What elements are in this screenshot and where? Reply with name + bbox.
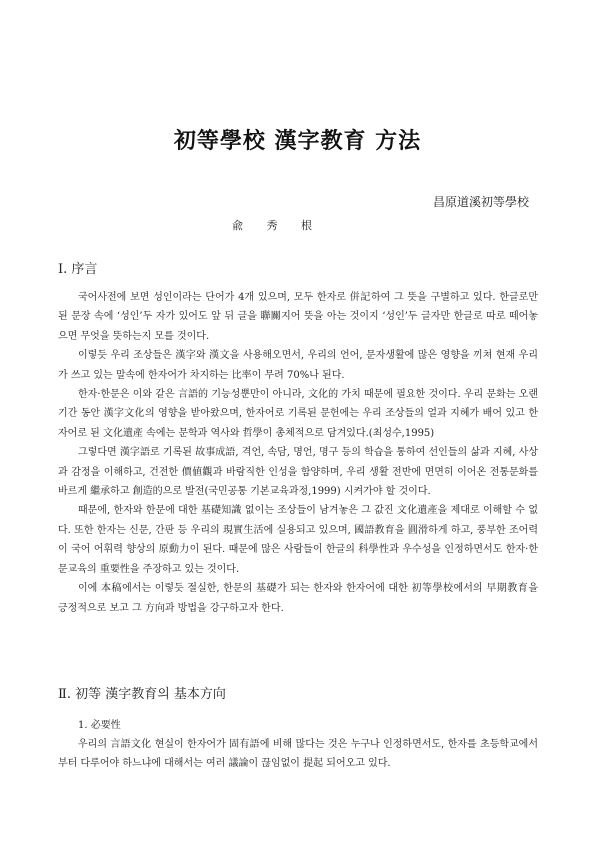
section-body-introduction (58, 288, 538, 618)
section-heading-introduction: Ⅰ. 序言 (58, 262, 98, 277)
paragraph: 국어사전에 보면 성인이라는 단어가 4개 있으며, 모두 한자로 併記하여 그 뜻을 구별하고 있다. 한글로만 된 문장 속에 ‘성인’두 자가 있어도 앞 뒤 글을 聯關지어 뜻을 아는 것이지 ‘성인’두 글자만 한글로 따로 떼어놓으면 무엇을 뜻하는지 모를 것이다. (58, 292, 538, 342)
paper-title: 初等學校 漢字教育 方法 (173, 128, 422, 154)
paragraph: 우리의 言語文化 현실이 한자어가 固有語에 비해 많다는 것은 누구나 인정하면서도, 한자를 초등학교에서부터 다루어야 하느냐에 대해서는 여러 議論이 끊임없이 提起 되어오고 있다. (58, 739, 538, 770)
paragraph: 이에 本稿에서는 이렇듯 절실한, 한문의 基礎가 되는 한자와 한자어에 대한 初等學校에서의 早期教育을 긍정적으로 보고 그 方向과 방법을 강구하고자 한다. (58, 583, 538, 614)
author-affiliation: 昌原道溪初等學校 (432, 195, 529, 209)
paragraph: 그렇다면 漢字語로 기록된 故事成語, 격언, 속담, 명언, 명구 등의 학습을 통하여 선인들의 삶과 지혜, 사상과 감정을 이해하고, 건전한 價値觀과 바람직한 인성을 함양하며, 우리 생활 전반에 면면히 이어온 전통문화를 바르게 繼承하고 創造的으로 발전(국민공통 기본교육과정,1999) 시켜가야 할 것이다. (58, 447, 538, 498)
section-heading-basic-direction: Ⅱ. 初等 漢字教育의 基本方向 (58, 687, 226, 702)
section-body-necessity (58, 735, 538, 774)
paragraph: 때문에, 한자와 한문에 대한 基礎知識 없이는 조상들이 남겨놓은 그 값진 文化遺產을 제대로 이해할 수 없다. 또한 한자는 신문, 간판 등 우리의 現實生活에 실용되고 있으며, 國語教育을 圓滑하게 하고, 풍부한 조어력이 국어 어휘력 향상의 原動力이 된다. 때문에 많은 사람들이 한글의 科學性과 우수성을 인정하면서도 한자·한문교육의 重要性을 주장하고 있는 것이다. (58, 505, 538, 575)
author-name: 兪 秀 根 (232, 219, 322, 232)
paragraph: 이렇듯 우리 조상들은 漢字와 漢文을 사용해오면서, 우리의 언어, 문자생활에 많은 영향을 끼쳐 현재 우리가 쓰고 있는 말속에 한자어가 차지하는 比率이 무려 70%나 된다. (58, 350, 538, 381)
paragraph: 한자·한문은 이와 같은 言語的 기능성뿐만이 아니라, 文化的 가치 때문에 필요한 것이다. 우리 문화는 오랜 기간 동안 漢字文化의 영향을 받아왔으며, 한자어로 기록된 문헌에는 우리 조상들의 얼과 지혜가 배어 있고 한자어로 된 文化遺產 속에는 문학과 역사와 哲學이 총체적으로 담겨있다.(최성수,1995) (58, 389, 538, 439)
subsection-heading-necessity: 1. 必要性 (78, 720, 121, 731)
